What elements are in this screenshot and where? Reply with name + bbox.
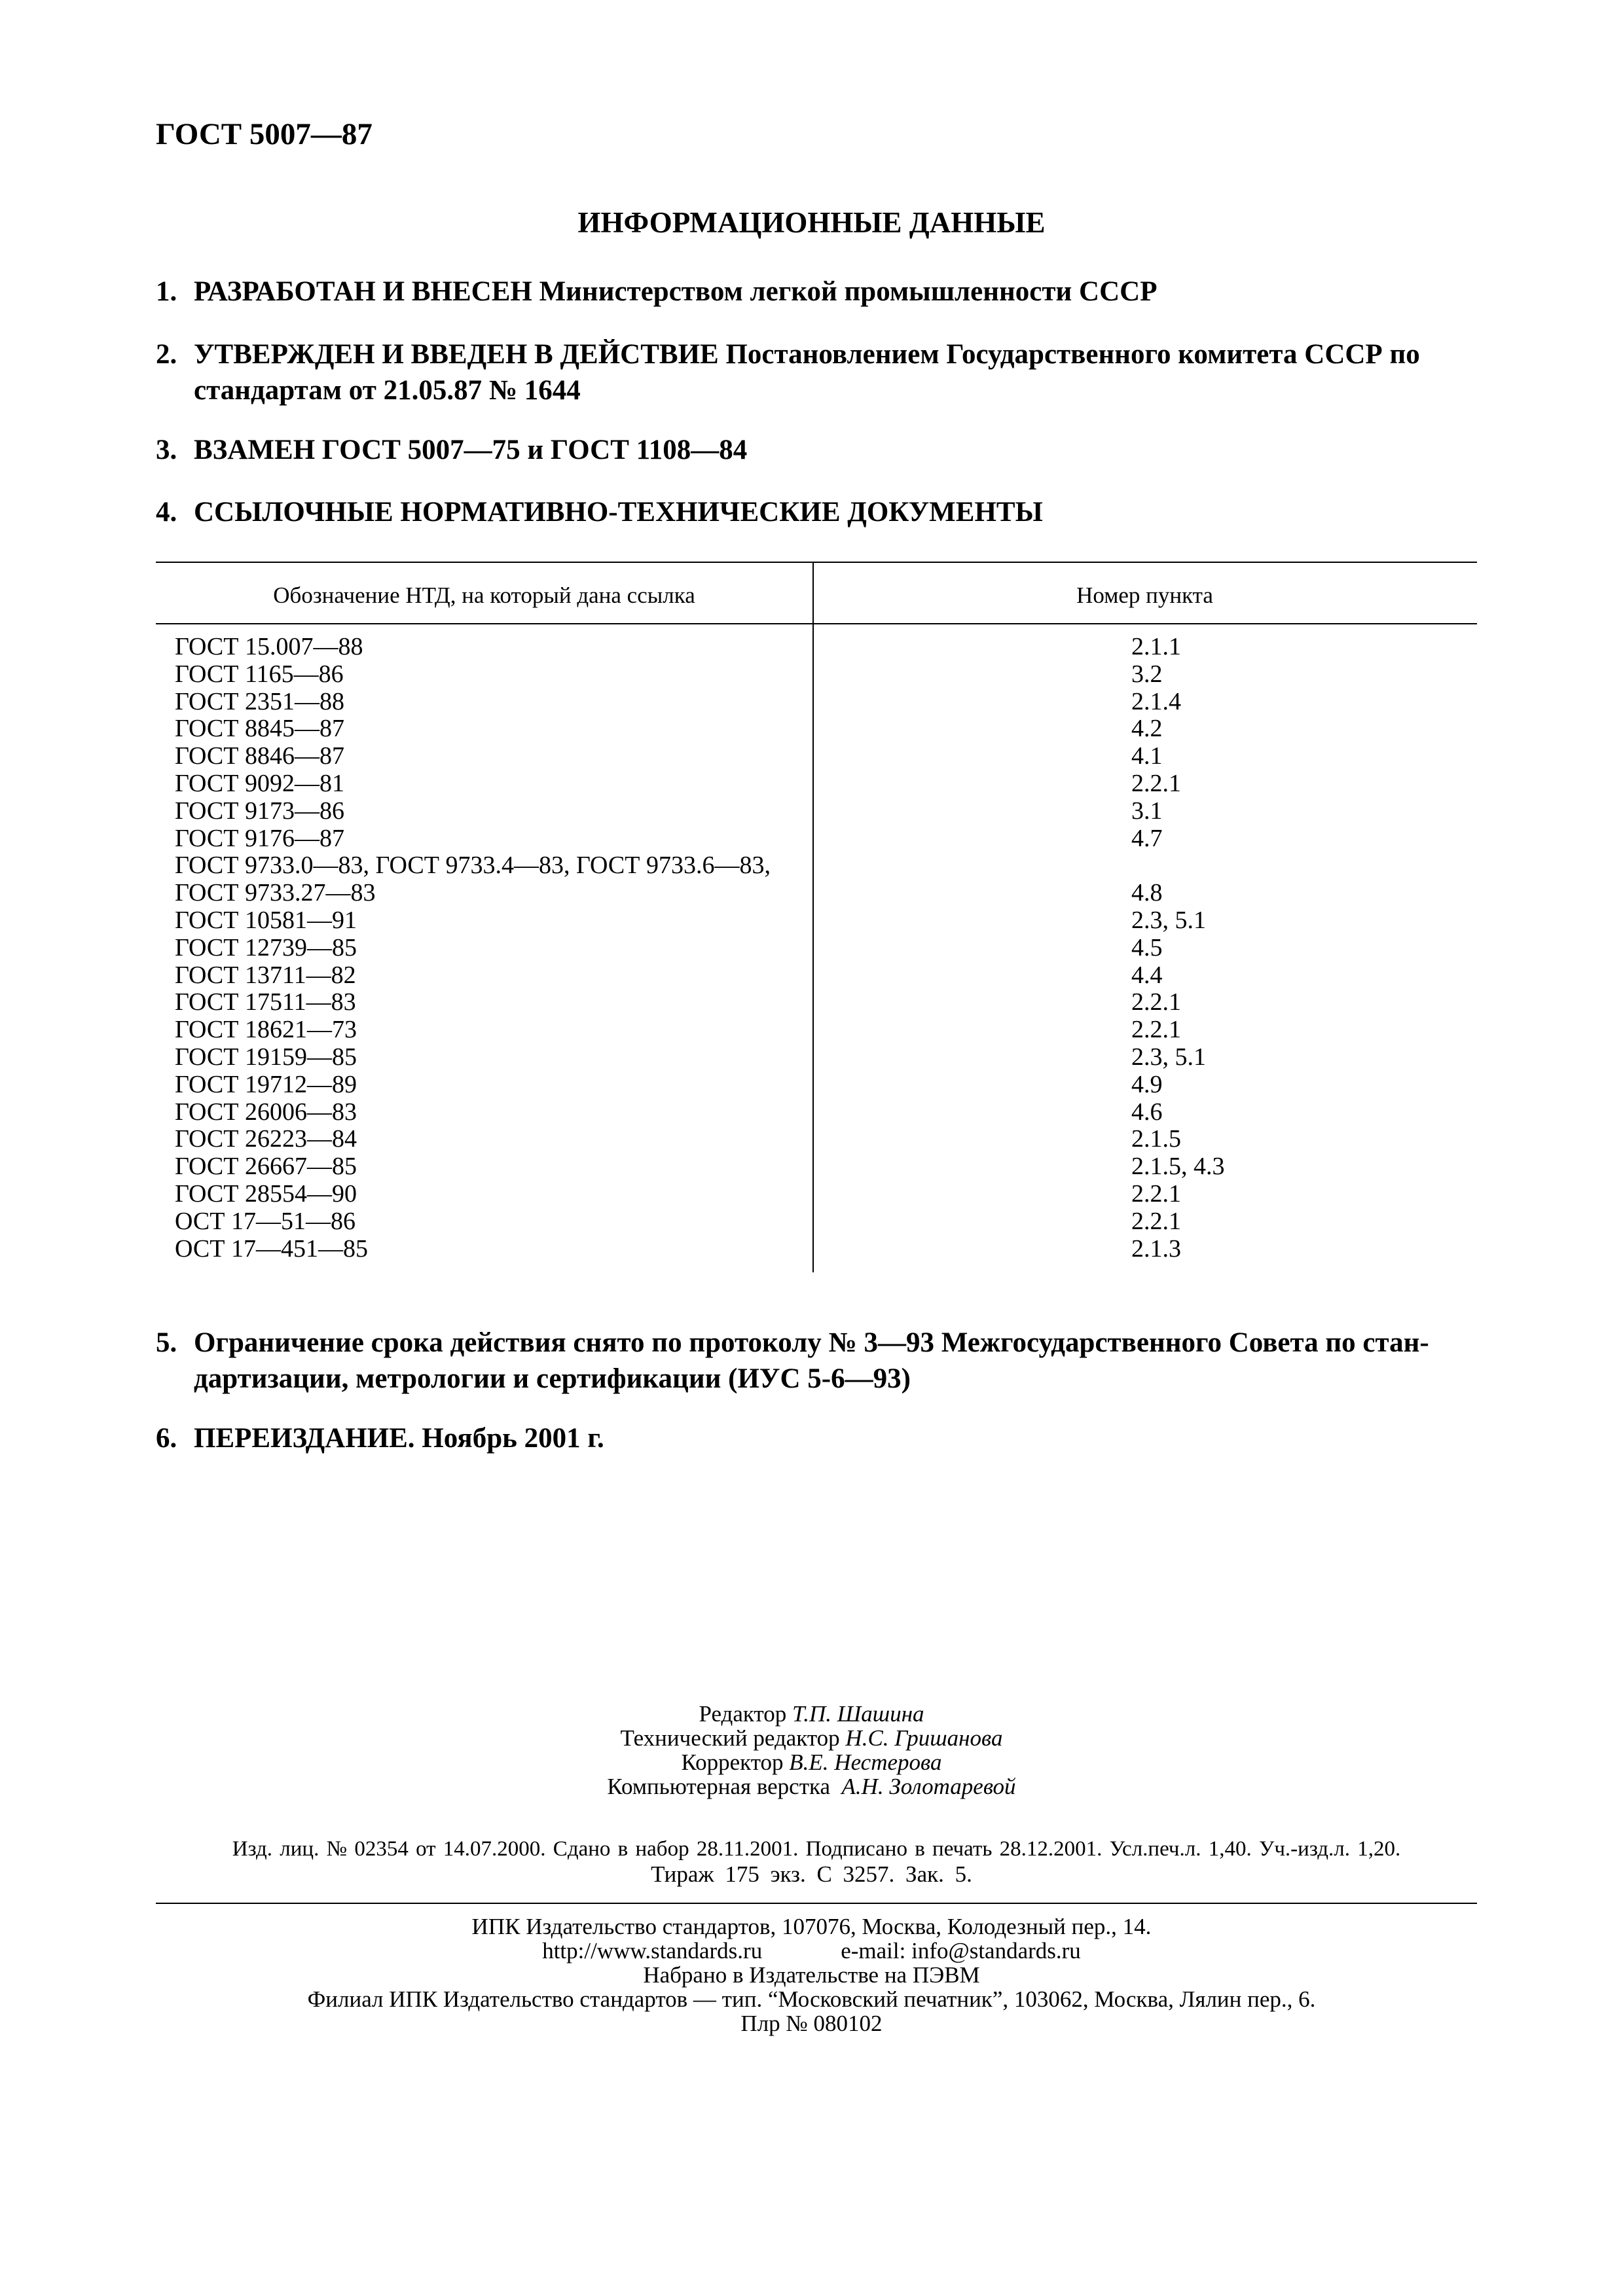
publisher-block: [0, 1914, 1623, 2036]
item-text: РАЗРАБОТАН И ВНЕСЕН Министерством легкой промышленности СССР: [194, 276, 1158, 307]
imprint-line-1: Изд. лиц. № 02354 от 14.07.2000. Сдано в набор 28.11.2001. Подписано в печать 28.12.2001. Усл.печ.л. 1,40. Уч.-изд.л. 1,20.: [232, 1837, 1401, 1861]
table-row-document: ГОСТ 2351—88: [175, 687, 344, 715]
table-row-document: ОСТ 17—51—86: [175, 1207, 356, 1235]
table-row-document: ГОСТ 26667—85: [175, 1153, 357, 1181]
table-row-clause: 4.5: [1131, 933, 1163, 961]
info-item-2: [156, 336, 1420, 408]
item-text: ВЗАМЕН ГОСТ 5007—75 и ГОСТ 1108—84: [194, 435, 748, 465]
table-row-clause: 4.7: [1131, 824, 1163, 852]
table-header-rule: [156, 623, 1477, 624]
item-number: 2.: [156, 339, 177, 370]
table-row-clause: 2.3, 5.1: [1131, 906, 1206, 934]
table-top-rule: [156, 562, 1477, 563]
item-text-line-2: дартизации, метрологии и сертификации (ИУС 5-6—93): [194, 1363, 911, 1394]
table-row-document: ГОСТ 9173—86: [175, 797, 344, 825]
info-item-6: [156, 1420, 604, 1456]
table-row-document: ГОСТ 9733.0—83, ГОСТ 9733.4—83, ГОСТ 9733.6—83,: [175, 852, 771, 880]
table-row-document: ГОСТ 9092—81: [175, 769, 344, 797]
table-row-clause: 4.6: [1131, 1098, 1163, 1126]
table-row-document: ГОСТ 28554—90: [175, 1179, 357, 1208]
publisher-contacts: [0, 1939, 1623, 1963]
table-row-clause: 2.1.4: [1131, 687, 1181, 715]
item-text: ССЫЛОЧНЫЕ НОРМАТИВНО-ТЕХНИЧЕСКИЕ ДОКУМЕНТЫ: [194, 497, 1043, 528]
item-text-line-1: УТВЕРЖДЕН И ВВЕДЕН В ДЕЙСТВИЕ Постановлением Государственного комитета СССР по: [194, 339, 1420, 370]
credit-label: Корректор: [681, 1749, 784, 1775]
item-number: 4.: [156, 497, 177, 528]
publisher-license: Плр № 080102: [740, 2011, 883, 2036]
credit-corrector: [0, 1750, 1623, 1774]
table-row-document: ГОСТ 26223—84: [175, 1125, 357, 1153]
info-item-5: [156, 1325, 1429, 1397]
table-row-document: ГОСТ 15.007—88: [175, 633, 363, 660]
table-row-clause: 3.2: [1131, 660, 1163, 688]
table-header-clause: Номер пункта: [1076, 583, 1213, 608]
table-row-clause: 4.2: [1131, 715, 1163, 743]
table-column-divider: [812, 562, 814, 1272]
credit-label: Редактор: [699, 1701, 787, 1727]
table-row-document: ГОСТ 9733.27—83: [175, 879, 376, 907]
table-row-document: ГОСТ 1165—86: [175, 660, 344, 688]
table-row-clause: 2.2.1: [1131, 769, 1181, 797]
table-row-clause: 2.2.1: [1131, 1016, 1181, 1044]
table-row-clause: [1131, 852, 1225, 880]
credit-name: В.Е. Нестерова: [789, 1749, 942, 1775]
publisher-address: ИПК Издательство стандартов, 107076, Москва, Колодезный пер., 14.: [471, 1914, 1152, 1939]
info-item-3: [156, 432, 747, 468]
table-row-document: ГОСТ 9176—87: [175, 824, 344, 852]
info-item-4: [156, 494, 1043, 530]
credit-label: Компьютерная верстка: [607, 1774, 831, 1799]
table-row-clause: 2.2.1: [1131, 988, 1181, 1016]
publisher-branch: Филиал ИПК Издательство стандартов — тип. “Московский печатник”, 103062, Москва, Лялин пер., 6.: [307, 1986, 1316, 2012]
table-row-clause: 2.1.5: [1131, 1125, 1181, 1153]
credit-tech-editor: [0, 1726, 1623, 1750]
table-row-clause: 4.4: [1131, 961, 1163, 989]
table-row-clause: 2.1.3: [1131, 1234, 1181, 1263]
item-text: ПЕРЕИЗДАНИЕ. Ноябрь 2001 г.: [194, 1423, 604, 1454]
credit-layout: [0, 1774, 1623, 1799]
footer-rule: [156, 1903, 1477, 1904]
publisher-url: http://www.standards.ru: [542, 1938, 763, 1964]
item-number: 3.: [156, 435, 177, 465]
page-title: ИНФОРМАЦИОННЫЕ ДАННЫЕ: [577, 206, 1046, 239]
item-number: 5.: [156, 1327, 177, 1358]
table-row-document: ГОСТ 12739—85: [175, 933, 357, 961]
table-row-document: ГОСТ 8845—87: [175, 715, 344, 743]
imprint-line-2: Тираж 175 экз. С 3257. Зак. 5.: [651, 1861, 972, 1887]
table-row-document: ОСТ 17—451—85: [175, 1234, 368, 1263]
table-row-clause: 2.1.1: [1131, 633, 1181, 660]
document-code: ГОСТ 5007—87: [156, 117, 373, 151]
item-number: 1.: [156, 276, 177, 307]
table-row-clause: 2.3, 5.1: [1131, 1043, 1206, 1071]
credit-name: А.Н. Золотаревой: [841, 1774, 1016, 1799]
table-row-clause: 3.1: [1131, 797, 1163, 825]
credits-block: [0, 1702, 1623, 1799]
table-row-document: ГОСТ 13711—82: [175, 961, 356, 989]
table-row-document: ГОСТ 8846—87: [175, 742, 344, 770]
table-row-clause: 2.1.5, 4.3: [1131, 1153, 1225, 1181]
table-clause-column: [1131, 634, 1225, 1263]
table-document-column: [175, 634, 771, 1263]
table-row-clause: 2.2.1: [1131, 1207, 1181, 1235]
info-item-1: [156, 274, 1157, 310]
table-row-document: ГОСТ 19712—89: [175, 1070, 357, 1098]
item-number: 6.: [156, 1423, 177, 1454]
publisher-typeset: Набрано в Издательстве на ПЭВМ: [643, 1962, 980, 1988]
publisher-email: e-mail: info@standards.ru: [841, 1938, 1081, 1964]
table-row-document: ГОСТ 26006—83: [175, 1098, 357, 1126]
credit-editor: [0, 1702, 1623, 1726]
table-row-document: ГОСТ 10581—91: [175, 906, 357, 934]
table-row-clause: 4.1: [1131, 742, 1163, 770]
item-text-line-2: стандартам от 21.05.87 № 1644: [194, 375, 581, 406]
table-row-document: ГОСТ 17511—83: [175, 988, 356, 1016]
table-row-clause: 4.9: [1131, 1070, 1163, 1098]
credit-label: Технический редактор: [620, 1725, 840, 1751]
credit-name: Н.С. Гришанова: [845, 1725, 1003, 1751]
table-row-clause: 2.2.1: [1131, 1179, 1181, 1208]
table-header-document: Обозначение НТД, на который дана ссылка: [273, 583, 695, 608]
table-row-document: ГОСТ 19159—85: [175, 1043, 357, 1071]
table-row-clause: 4.8: [1131, 879, 1163, 907]
credit-name: Т.П. Шашина: [792, 1701, 924, 1727]
table-row-document: ГОСТ 18621—73: [175, 1016, 357, 1044]
item-text-line-1: Ограничение срока действия снято по протоколу № 3—93 Межгосударственного Совета по стан-: [194, 1327, 1429, 1358]
